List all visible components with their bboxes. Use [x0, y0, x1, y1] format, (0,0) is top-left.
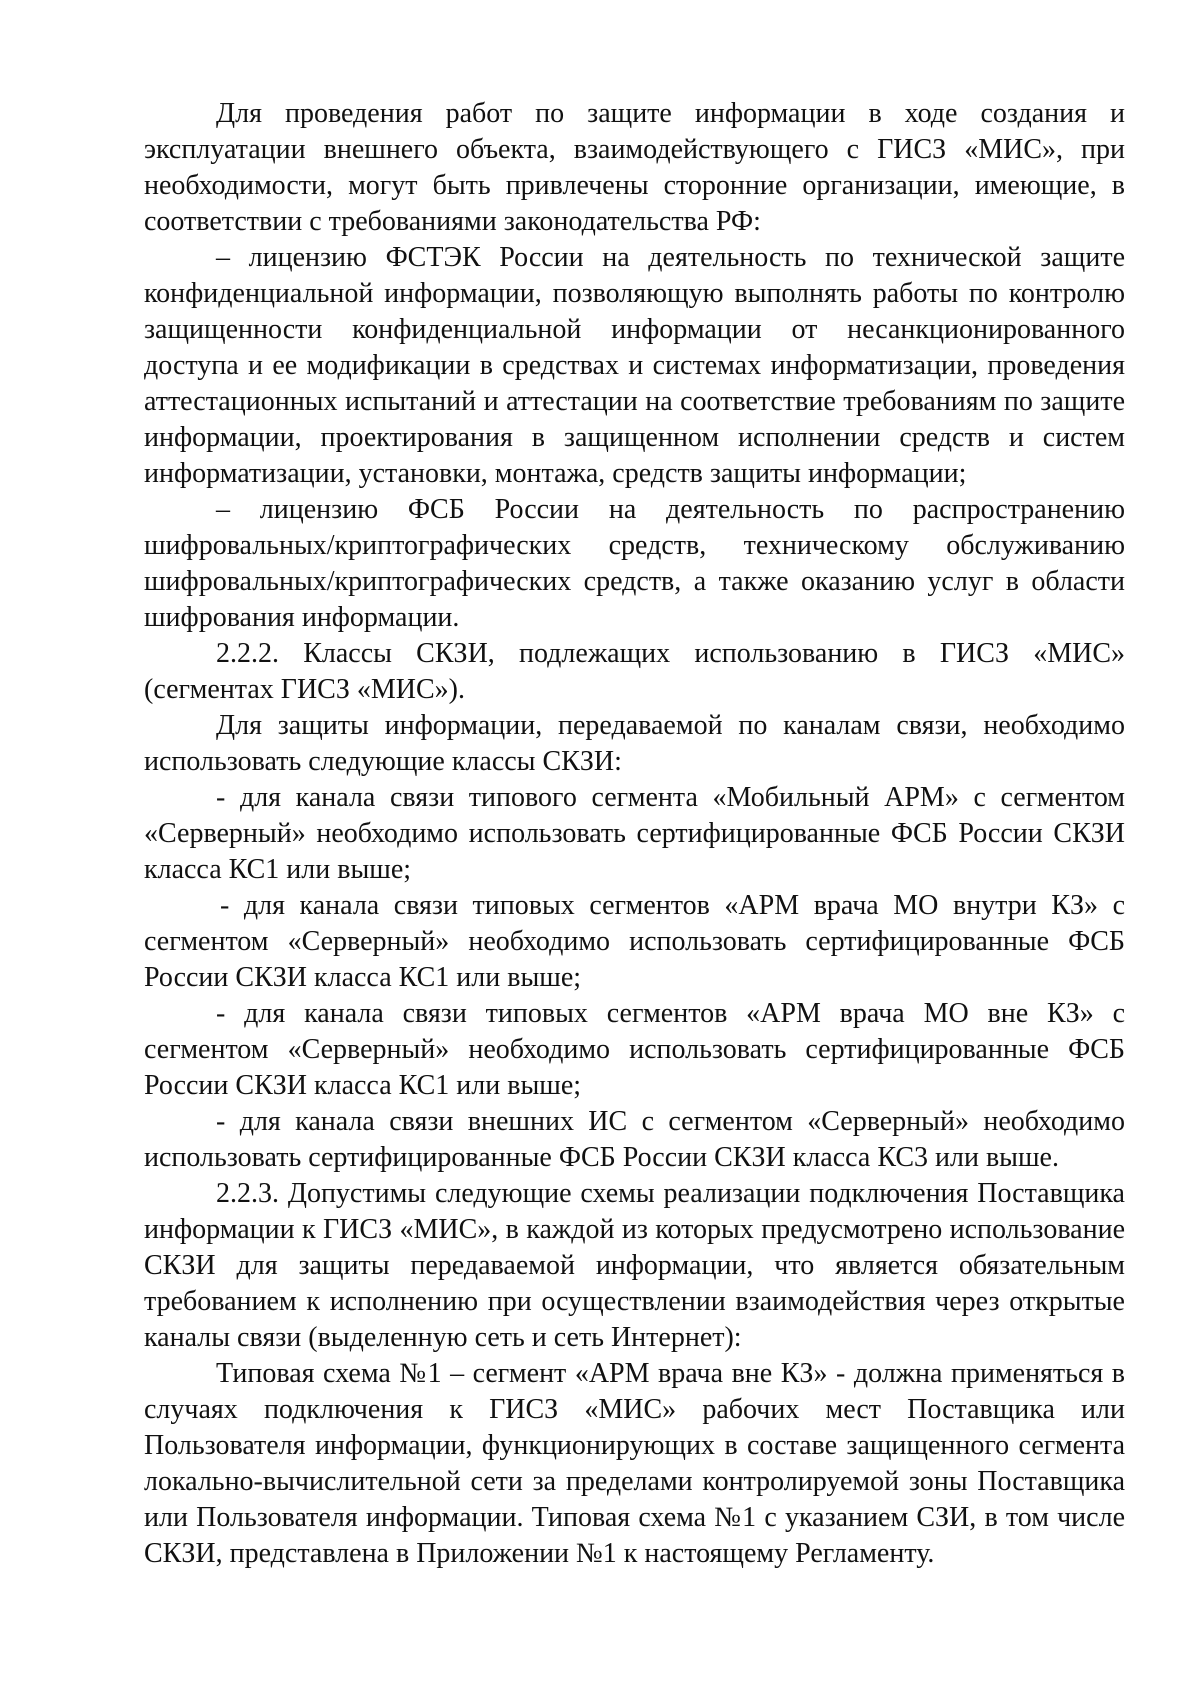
- paragraph-intro: Для проведения работ по защите информации в ходе создания и эксплуатации внешнего объекта, взаимодействующего с ГИСЗ «МИС», при необходимости, могут быть привлечены сторонние организации, имеющие, в соответствии с требованиями законодательства РФ:: [144, 98, 1125, 237]
- list-item-arm-outside-kz: - для канала связи типовых сегментов «АРМ врача МО вне КЗ» с сегментом «Серверный» необходимо использовать сертифицированные ФСБ России СКЗИ класса КС1 или выше;: [144, 998, 1125, 1101]
- list-item-arm-inside-kz: - для канала связи типовых сегментов «АРМ врача МО внутри КЗ» с сегментом «Серверный» необходимо использовать сертифицированные ФСБ России СКЗИ класса КС1 или выше;: [144, 890, 1125, 993]
- paragraph-typical-scheme-1: Типовая схема №1 – сегмент «АРМ врача вне КЗ» - должна применяться в случаях подключения к ГИСЗ «МИС» рабочих мест Поставщика или Пользователя информации, функционирующих в составе защищенного сегмента локально-вычислительной сети за пределами контролируемой зоны Поставщика или Пользователя информации. Типовая схема №1 с указанием СЗИ, в том числе СКЗИ, представлена в Приложении №1 к настоящему Регламенту.: [144, 1358, 1125, 1569]
- list-item-fstek-license: – лицензию ФСТЭК России на деятельность по технической защите конфиденциальной информации, позволяющую выполнять работы по контролю защищенности конфиденциальной информации от несанкционированного доступа и ее модификации в средствах и системах информатизации, проведения аттестационных испытаний и аттестации на соответствие требованиям по защите информации, проектирования в защищенном исполнении средств и систем информатизации, установки, монтажа, средств защиты информации;: [144, 242, 1125, 489]
- list-item-mobile-arm: - для канала связи типового сегмента «Мобильный АРМ» с сегментом «Серверный» необходимо использовать сертифицированные ФСБ России СКЗИ класса КС1 или выше;: [144, 782, 1125, 885]
- section-heading-2-2-2: 2.2.2. Классы СКЗИ, подлежащих использованию в ГИСЗ «МИС» (сегментах ГИСЗ «МИС»).: [144, 638, 1125, 705]
- paragraph-skzi-classes: Для защиты информации, передаваемой по каналам связи, необходимо использовать следующие классы СКЗИ:: [144, 710, 1125, 777]
- list-item-fsb-license: – лицензию ФСБ России на деятельность по распространению шифровальных/криптографических средств, техническому обслуживанию шифровальных/криптографических средств, а также оказанию услуг в области шифрования информации.: [144, 494, 1125, 633]
- section-paragraph-2-2-3: 2.2.3. Допустимы следующие схемы реализации подключения Поставщика информации к ГИСЗ «МИС», в каждой из которых предусмотрено использование СКЗИ для защиты передаваемой информации, что является обязательным требованием к исполнению при осуществлении взаимодействия через открытые каналы связи (выделенную сеть и сеть Интернет):: [144, 1178, 1125, 1353]
- list-item-external-is: - для канала связи внешних ИС с сегментом «Серверный» необходимо использовать сертифицированные ФСБ России СКЗИ класса КС3 или выше.: [144, 1106, 1125, 1173]
